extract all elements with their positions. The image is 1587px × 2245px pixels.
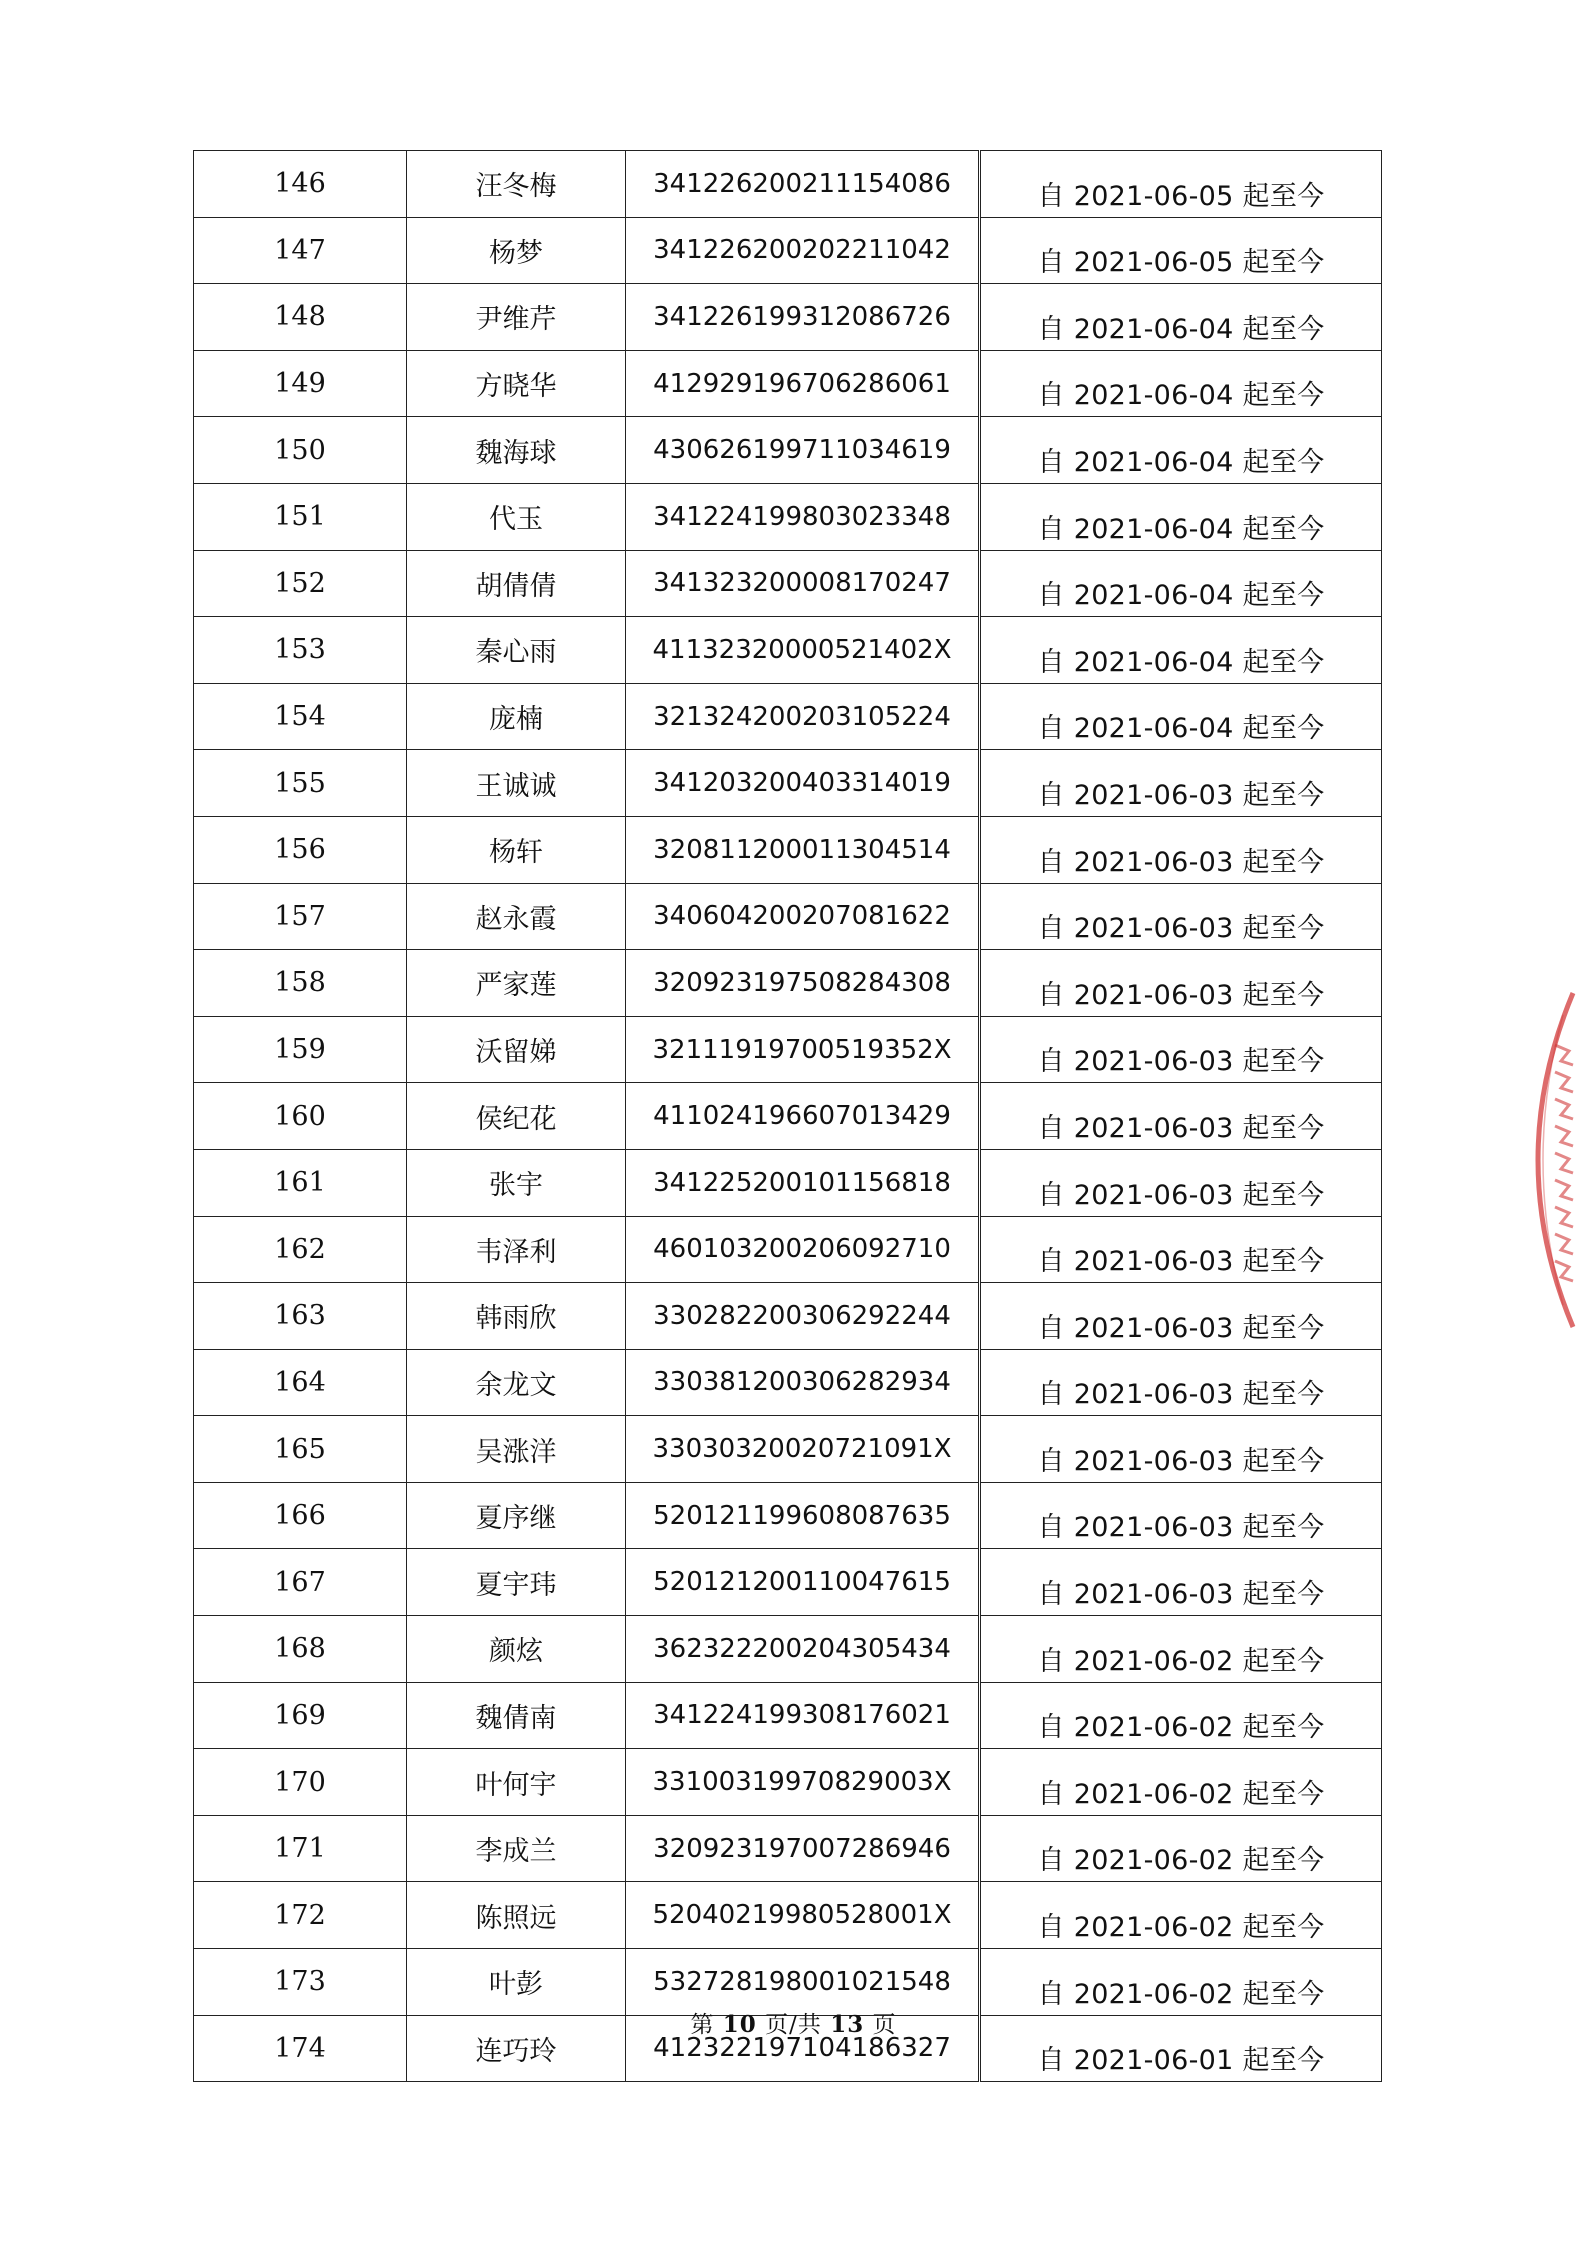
name-cell: 吴涨洋 xyxy=(407,1416,626,1483)
start-date-text: 自 2021-06-02 起至今 xyxy=(1037,1912,1325,1944)
row-number-cell: 167 xyxy=(194,1549,407,1616)
id-number-cell: 341224199308176021 xyxy=(626,1682,980,1749)
name-cell: 杨轩 xyxy=(407,816,626,883)
start-date-cell xyxy=(980,750,1382,817)
start-date-text: 自 2021-06-02 起至今 xyxy=(1037,1978,1325,2010)
name-cell: 魏海球 xyxy=(407,417,626,484)
page-footer xyxy=(0,2006,1587,2039)
start-date-cell xyxy=(980,883,1382,950)
seal-icon xyxy=(1533,985,1587,1335)
row-number-cell: 149 xyxy=(194,350,407,417)
row-number-cell: 153 xyxy=(194,617,407,684)
row-number-cell: 161 xyxy=(194,1149,407,1216)
id-number-cell: 341224199803023348 xyxy=(626,483,980,550)
name-cell: 夏宇玮 xyxy=(407,1549,626,1616)
start-date-text: 自 2021-06-03 起至今 xyxy=(1037,846,1325,878)
start-date-text: 自 2021-06-05 起至今 xyxy=(1037,247,1325,279)
name-cell: 赵永霞 xyxy=(407,883,626,950)
id-number-cell: 362322200204305434 xyxy=(626,1616,980,1683)
start-date-text: 自 2021-06-03 起至今 xyxy=(1037,1179,1325,1211)
row-number-cell: 151 xyxy=(194,483,407,550)
id-number-cell: 430626199711034619 xyxy=(626,417,980,484)
start-date-text: 自 2021-06-03 起至今 xyxy=(1037,1312,1325,1344)
record-table xyxy=(193,150,1382,2082)
start-date-text: 自 2021-06-02 起至今 xyxy=(1037,1645,1325,1677)
start-date-cell xyxy=(980,1149,1382,1216)
name-cell: 余龙文 xyxy=(407,1349,626,1416)
row-number-cell: 165 xyxy=(194,1416,407,1483)
name-cell: 杨梦 xyxy=(407,217,626,284)
start-date-cell xyxy=(980,483,1382,550)
start-date-text: 自 2021-06-03 起至今 xyxy=(1037,1046,1325,1078)
id-number-cell: 320923197508284308 xyxy=(626,950,980,1017)
start-date-text: 自 2021-06-03 起至今 xyxy=(1037,1579,1325,1611)
id-number-cell: 341323200008170247 xyxy=(626,550,980,617)
row-number-cell: 147 xyxy=(194,217,407,284)
name-cell: 沃留娣 xyxy=(407,1016,626,1083)
start-date-cell xyxy=(980,1549,1382,1616)
name-cell: 王诚诚 xyxy=(407,750,626,817)
table-row xyxy=(194,350,1382,417)
table-row xyxy=(194,816,1382,883)
table-row xyxy=(194,1283,1382,1350)
id-number-cell: 340604200207081622 xyxy=(626,883,980,950)
start-date-text: 自 2021-06-03 起至今 xyxy=(1037,1512,1325,1544)
id-number-cell: 330381200306282934 xyxy=(626,1349,980,1416)
row-number-cell: 169 xyxy=(194,1682,407,1749)
row-number-cell: 173 xyxy=(194,1949,407,2016)
id-number-cell: 460103200206092710 xyxy=(626,1216,980,1283)
start-date-text: 自 2021-06-03 起至今 xyxy=(1037,1445,1325,1477)
start-date-text: 自 2021-06-02 起至今 xyxy=(1037,1712,1325,1744)
table-row xyxy=(194,1616,1382,1683)
start-date-cell xyxy=(980,417,1382,484)
name-cell: 韩雨欣 xyxy=(407,1283,626,1350)
table-row xyxy=(194,417,1382,484)
start-date-cell xyxy=(980,1349,1382,1416)
id-number-cell: 320811200011304514 xyxy=(626,816,980,883)
table-row xyxy=(194,683,1382,750)
start-date-text: 自 2021-06-03 起至今 xyxy=(1037,1246,1325,1278)
record-table-body xyxy=(194,151,1382,2082)
table-row xyxy=(194,750,1382,817)
footer-prefix: 第 xyxy=(690,2012,715,2038)
row-number-cell: 146 xyxy=(194,151,407,218)
id-number-cell: 341225200101156818 xyxy=(626,1149,980,1216)
id-number-cell: 520121199608087635 xyxy=(626,1482,980,1549)
start-date-text: 自 2021-06-01 起至今 xyxy=(1037,2045,1325,2077)
row-number-cell: 172 xyxy=(194,1882,407,1949)
table-row xyxy=(194,1416,1382,1483)
row-number-cell: 150 xyxy=(194,417,407,484)
start-date-cell xyxy=(980,217,1382,284)
name-cell: 陈照远 xyxy=(407,1882,626,1949)
start-date-cell xyxy=(980,1749,1382,1816)
start-date-cell xyxy=(980,1216,1382,1283)
current-page-number: 10 xyxy=(722,2011,757,2038)
id-number-cell: 532728198001021548 xyxy=(626,1949,980,2016)
table-row xyxy=(194,483,1382,550)
row-number-cell: 174 xyxy=(194,2015,407,2082)
table-row xyxy=(194,151,1382,218)
start-date-cell xyxy=(980,1616,1382,1683)
start-date-cell xyxy=(980,617,1382,684)
id-number-cell: 33030320020721091X xyxy=(626,1416,980,1483)
name-cell: 胡倩倩 xyxy=(407,550,626,617)
name-cell: 韦泽利 xyxy=(407,1216,626,1283)
table-row xyxy=(194,1016,1382,1083)
start-date-cell xyxy=(980,816,1382,883)
table-row xyxy=(194,1749,1382,1816)
name-cell: 颜炫 xyxy=(407,1616,626,1683)
start-date-text: 自 2021-06-03 起至今 xyxy=(1037,979,1325,1011)
footer-suffix: 页 xyxy=(872,2012,897,2038)
start-date-cell xyxy=(980,1416,1382,1483)
row-number-cell: 155 xyxy=(194,750,407,817)
row-number-cell: 154 xyxy=(194,683,407,750)
table-row xyxy=(194,617,1382,684)
start-date-text: 自 2021-06-03 起至今 xyxy=(1037,779,1325,811)
red-seal-stamp-fragment xyxy=(1533,985,1587,1335)
name-cell: 尹维芹 xyxy=(407,284,626,351)
name-cell: 秦心雨 xyxy=(407,617,626,684)
name-cell: 侯纪花 xyxy=(407,1083,626,1150)
table-row xyxy=(194,1083,1382,1150)
id-number-cell: 520121200110047615 xyxy=(626,1549,980,1616)
start-date-text: 自 2021-06-04 起至今 xyxy=(1037,313,1325,345)
id-number-cell: 320923197007286946 xyxy=(626,1815,980,1882)
table-row xyxy=(194,1882,1382,1949)
name-cell: 魏倩南 xyxy=(407,1682,626,1749)
name-cell: 连巧玲 xyxy=(407,2015,626,2082)
start-date-text: 自 2021-06-04 起至今 xyxy=(1037,446,1325,478)
row-number-cell: 171 xyxy=(194,1815,407,1882)
start-date-cell xyxy=(980,1882,1382,1949)
start-date-text: 自 2021-06-04 起至今 xyxy=(1037,713,1325,745)
start-date-cell xyxy=(980,550,1382,617)
start-date-text: 自 2021-06-04 起至今 xyxy=(1037,513,1325,545)
table-row xyxy=(194,1549,1382,1616)
start-date-text: 自 2021-06-04 起至今 xyxy=(1037,580,1325,612)
id-number-cell: 52040219980528001X xyxy=(626,1882,980,1949)
start-date-cell xyxy=(980,284,1382,351)
table-row xyxy=(194,284,1382,351)
start-date-cell xyxy=(980,950,1382,1017)
table-row xyxy=(194,1216,1382,1283)
id-number-cell: 341226200211154086 xyxy=(626,151,980,218)
start-date-text: 自 2021-06-02 起至今 xyxy=(1037,1778,1325,1810)
start-date-text: 自 2021-06-02 起至今 xyxy=(1037,1845,1325,1877)
name-cell: 张宇 xyxy=(407,1149,626,1216)
start-date-cell xyxy=(980,350,1382,417)
name-cell: 李成兰 xyxy=(407,1815,626,1882)
name-cell: 严家莲 xyxy=(407,950,626,1017)
row-number-cell: 158 xyxy=(194,950,407,1017)
row-number-cell: 166 xyxy=(194,1482,407,1549)
start-date-text: 自 2021-06-03 起至今 xyxy=(1037,1112,1325,1144)
table-row xyxy=(194,1482,1382,1549)
table-row xyxy=(194,550,1382,617)
start-date-cell xyxy=(980,683,1382,750)
start-date-text: 自 2021-06-03 起至今 xyxy=(1037,1379,1325,1411)
name-cell: 叶何宇 xyxy=(407,1749,626,1816)
row-number-cell: 156 xyxy=(194,816,407,883)
start-date-cell xyxy=(980,1682,1382,1749)
id-number-cell: 341226200202211042 xyxy=(626,217,980,284)
start-date-cell xyxy=(980,1283,1382,1350)
id-number-cell: 41132320000521402X xyxy=(626,617,980,684)
id-number-cell: 411024196607013429 xyxy=(626,1083,980,1150)
row-number-cell: 148 xyxy=(194,284,407,351)
row-number-cell: 152 xyxy=(194,550,407,617)
id-number-cell: 32111919700519352X xyxy=(626,1016,980,1083)
total-pages-number: 13 xyxy=(830,2011,865,2038)
start-date-cell xyxy=(980,151,1382,218)
id-number-cell: 412929196706286061 xyxy=(626,350,980,417)
start-date-text: 自 2021-06-03 起至今 xyxy=(1037,913,1325,945)
id-number-cell: 330282200306292244 xyxy=(626,1283,980,1350)
id-number-cell: 341226199312086726 xyxy=(626,284,980,351)
row-number-cell: 164 xyxy=(194,1349,407,1416)
start-date-text: 自 2021-06-04 起至今 xyxy=(1037,380,1325,412)
name-cell: 夏序继 xyxy=(407,1482,626,1549)
id-number-cell: 412322197104186327 xyxy=(626,2015,980,2082)
row-number-cell: 159 xyxy=(194,1016,407,1083)
start-date-text: 自 2021-06-04 起至今 xyxy=(1037,646,1325,678)
table-row xyxy=(194,950,1382,1017)
row-number-cell: 170 xyxy=(194,1749,407,1816)
table-row xyxy=(194,1349,1382,1416)
name-cell: 汪冬梅 xyxy=(407,151,626,218)
row-number-cell: 163 xyxy=(194,1283,407,1350)
row-number-cell: 157 xyxy=(194,883,407,950)
row-number-cell: 160 xyxy=(194,1083,407,1150)
table-row xyxy=(194,1149,1382,1216)
table-row xyxy=(194,217,1382,284)
id-number-cell: 33100319970829003X xyxy=(626,1749,980,1816)
name-cell: 方晓华 xyxy=(407,350,626,417)
id-number-cell: 341203200403314019 xyxy=(626,750,980,817)
name-cell: 庞楠 xyxy=(407,683,626,750)
row-number-cell: 168 xyxy=(194,1616,407,1683)
footer-middle: 页/共 xyxy=(765,2012,822,2038)
table-row xyxy=(194,1682,1382,1749)
table-row xyxy=(194,883,1382,950)
table-row xyxy=(194,1815,1382,1882)
row-number-cell: 162 xyxy=(194,1216,407,1283)
name-cell: 代玉 xyxy=(407,483,626,550)
start-date-cell xyxy=(980,1482,1382,1549)
start-date-cell xyxy=(980,1016,1382,1083)
start-date-cell xyxy=(980,1083,1382,1150)
name-cell: 叶彭 xyxy=(407,1949,626,2016)
id-number-cell: 321324200203105224 xyxy=(626,683,980,750)
start-date-text: 自 2021-06-05 起至今 xyxy=(1037,180,1325,212)
start-date-cell xyxy=(980,1815,1382,1882)
